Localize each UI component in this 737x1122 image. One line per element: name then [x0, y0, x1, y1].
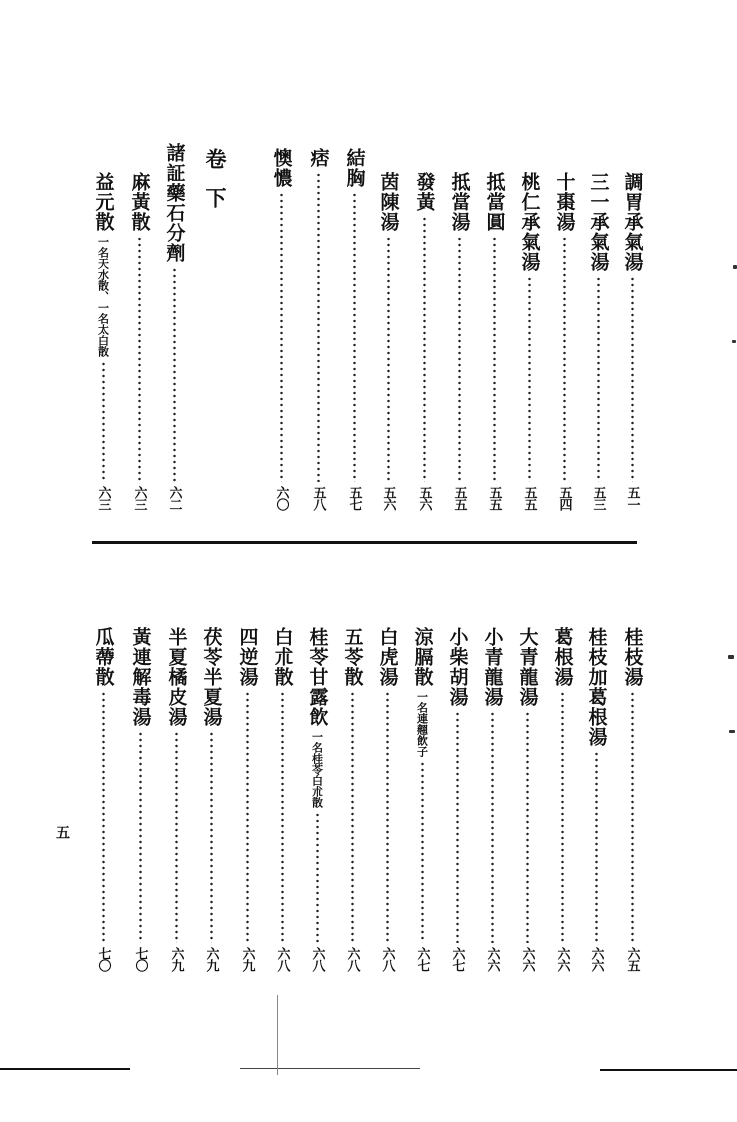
toc-entry [303, 148, 333, 510]
entry-alias: 一名連翹飲子 [415, 691, 429, 757]
entry-page: 六九 [168, 947, 184, 971]
entry-page: 六八 [274, 947, 290, 971]
entry-title: 大青龍湯 [516, 627, 539, 707]
dot-leader [316, 812, 319, 943]
entry-page: 五五 [486, 486, 502, 510]
entry-page: 五七 [346, 486, 362, 510]
dot-leader [175, 731, 178, 943]
dot-leader [526, 711, 529, 943]
scan-speck [728, 655, 734, 659]
entry-page: 五五 [521, 486, 537, 510]
dot-leader [458, 236, 461, 482]
toc-entry [302, 627, 332, 971]
toc-entry [161, 627, 191, 971]
entry-page: 五八 [310, 486, 326, 510]
entry-title: 結胸 [343, 148, 366, 188]
entry-page: 六九 [239, 947, 255, 971]
entry-title: 十棗湯 [553, 172, 576, 232]
toc-entry [477, 627, 507, 971]
entry-page: 六六 [519, 947, 535, 971]
section-divider [92, 541, 637, 544]
toc-entry [373, 172, 403, 510]
entry-alias: 一名桂苓白朮散 [310, 731, 324, 808]
dot-leader [138, 236, 141, 482]
dot-leader [102, 691, 105, 943]
entry-title: 桂苓甘露飲 [306, 627, 329, 727]
entry-page: 六九 [203, 947, 219, 971]
entry-page: 六三 [131, 486, 147, 510]
toc-entry [372, 627, 402, 971]
toc-entry [581, 627, 611, 971]
entry-title: 抵當圓 [483, 172, 506, 232]
entry-page: 六八 [344, 947, 360, 971]
entry-title: 葛根湯 [551, 627, 574, 687]
entry-page: 五三 [590, 486, 606, 510]
dot-leader [631, 691, 634, 943]
entry-title: 瓜蔕散 [92, 627, 115, 687]
dot-leader [386, 691, 389, 943]
entry-page: 七〇 [132, 947, 148, 971]
entry-page: 六六 [554, 947, 570, 971]
dot-leader [528, 276, 531, 482]
entry-page: 六三 [95, 486, 111, 510]
toc-entry [617, 627, 647, 971]
entry-page: 七〇 [95, 947, 111, 971]
dot-leader [387, 236, 390, 482]
entry-title: 諸証藥石分劑 [163, 143, 186, 263]
entry-title: 半夏橘皮湯 [165, 627, 188, 727]
entry-title: 小青龍湯 [481, 627, 504, 707]
entry-title: 五苓散 [341, 627, 364, 687]
entry-title: 茯苓半夏湯 [200, 627, 223, 727]
dot-leader [493, 236, 496, 482]
entry-page: 六六 [484, 947, 500, 971]
entry-title: 三一承氣湯 [587, 172, 610, 272]
entry-page: 六六 [588, 947, 604, 971]
dot-leader [597, 276, 600, 482]
toc-entry [196, 627, 226, 971]
dot-leader [595, 751, 598, 943]
dot-leader [491, 711, 494, 943]
dot-leader [421, 761, 424, 943]
dot-leader [173, 267, 176, 482]
toc-entry [583, 172, 613, 510]
entry-title: 桃仁承氣湯 [518, 172, 541, 272]
dot-leader [563, 236, 566, 482]
toc-entry [339, 148, 369, 510]
entry-title: 痞 [307, 148, 330, 168]
dot-leader [351, 691, 354, 943]
toc-entry [337, 627, 367, 971]
entry-page: 五四 [556, 486, 572, 510]
entry-title: 黃連解毒湯 [129, 627, 152, 727]
dot-leader [317, 172, 320, 482]
toc-entry [409, 172, 439, 510]
scan-line [277, 995, 278, 1075]
toc-entry [479, 172, 509, 510]
volume-heading: 卷下 [203, 148, 228, 226]
entry-page: 五一 [624, 486, 640, 510]
entry-page: 六二 [166, 486, 182, 510]
folio-number: 五 [54, 825, 70, 839]
dot-leader [631, 276, 634, 482]
dot-leader [139, 731, 142, 943]
toc-entry [617, 172, 647, 510]
toc-entry [266, 148, 296, 510]
dot-leader [353, 192, 356, 482]
entry-title: 發黃 [413, 172, 436, 212]
toc-entry [444, 172, 474, 510]
entry-title: 桂枝湯 [621, 627, 644, 687]
entry-alias: 一名天水散、一名太白散 [96, 236, 110, 357]
entry-title: 調胃承氣湯 [621, 172, 644, 272]
entry-title: 麻黃散 [128, 172, 151, 232]
scan-speck [733, 265, 737, 269]
entry-page: 六〇 [273, 486, 289, 510]
dot-leader [423, 216, 426, 482]
dot-leader [210, 731, 213, 943]
toc-entry [514, 172, 544, 510]
entry-title: 涼膈散 [411, 627, 434, 687]
toc-entry [547, 627, 577, 971]
entry-page: 六七 [449, 947, 465, 971]
bottom-rule [600, 1069, 737, 1071]
bottom-rule [0, 1068, 130, 1070]
toc-entry [232, 627, 262, 971]
toc-entry [88, 172, 118, 510]
entry-title: 桂枝加葛根湯 [585, 627, 608, 747]
entry-page: 五五 [451, 486, 467, 510]
toc-entry [159, 143, 189, 510]
scan-speck [732, 340, 736, 343]
toc-entry [88, 627, 118, 971]
entry-title: 四逆湯 [236, 627, 259, 687]
entry-page: 六八 [379, 947, 395, 971]
toc-entry [407, 627, 437, 971]
toc-entry [267, 627, 297, 971]
entry-title: 白朮散 [271, 627, 294, 687]
toc-entry [442, 627, 472, 971]
toc-entry [512, 627, 542, 971]
entry-title: 茵陳湯 [377, 172, 400, 232]
dot-leader [102, 361, 105, 482]
entry-page: 五六 [380, 486, 396, 510]
toc-entry [124, 172, 154, 510]
entry-title: 懊憹 [270, 148, 293, 188]
dot-leader [561, 691, 564, 943]
dot-leader [246, 691, 249, 943]
entry-title: 白虎湯 [376, 627, 399, 687]
entry-page: 六五 [624, 947, 640, 971]
entry-title: 益元散 [92, 172, 115, 232]
bottom-rule [240, 1068, 420, 1069]
dot-leader [456, 711, 459, 943]
toc-entry [549, 172, 579, 510]
entry-page: 六八 [309, 947, 325, 971]
entry-title: 抵當湯 [448, 172, 471, 232]
toc-entry [125, 627, 155, 971]
dot-leader [281, 691, 284, 943]
dot-leader [280, 192, 283, 482]
entry-title: 小柴胡湯 [446, 627, 469, 707]
entry-page: 六七 [414, 947, 430, 971]
scan-speck [729, 730, 735, 733]
entry-page: 五六 [416, 486, 432, 510]
